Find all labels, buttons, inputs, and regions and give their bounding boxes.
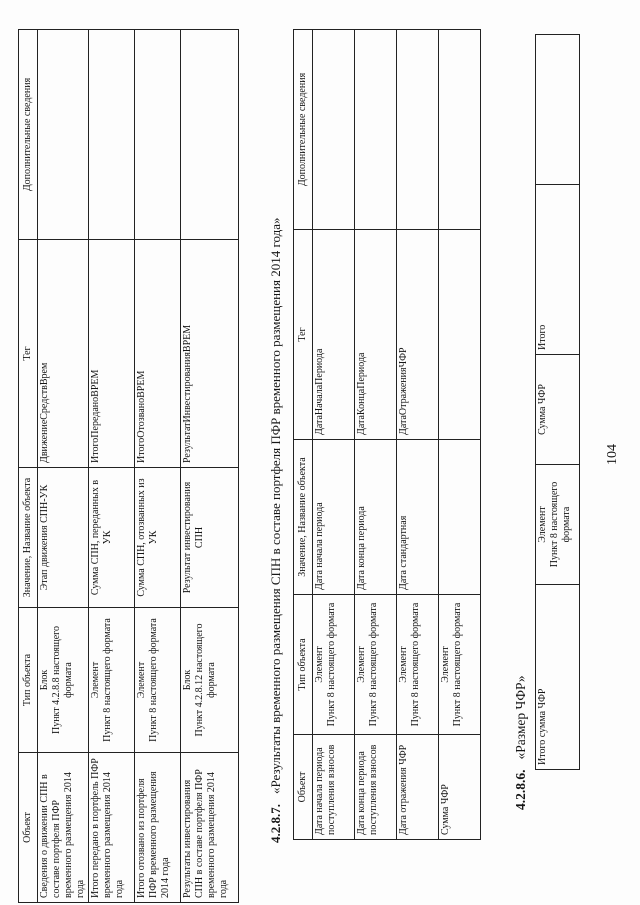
cell-tag: РезультатИнвестированияВРЕМ	[181, 240, 239, 468]
cell-extra	[38, 30, 89, 240]
section-7-heading	[268, 217, 284, 843]
cell-object: Результаты инвестирования СПН в составе портфеля ПФР временного размещения 2014 года	[181, 753, 239, 903]
table-row	[397, 30, 439, 840]
header-value: Значение, Название объекта	[19, 468, 38, 608]
table-row	[181, 30, 239, 903]
top-cell-tag: Итого	[536, 185, 580, 355]
header-object: Объект	[19, 753, 38, 903]
top-cell-object: Итого сумма ЧФР	[536, 585, 580, 770]
header-extra: Дополнительные сведения	[19, 30, 38, 240]
header-value: Значение, Название объекта	[294, 440, 313, 595]
cell-value: Этап движения СПН-УК	[38, 468, 89, 608]
header-type: Тип объекта	[294, 595, 313, 735]
table-row	[313, 30, 355, 840]
cell-tag	[439, 230, 481, 440]
cell-extra	[355, 30, 397, 230]
cell-type: Элемент Пункт 8 настоящего формата	[313, 595, 355, 735]
cell-extra	[439, 30, 481, 230]
cell-extra	[89, 30, 135, 240]
cell-value: Дата конца периода	[355, 440, 397, 595]
cell-tag: ИтогоОтозваноВРЕМ	[135, 240, 181, 468]
cell-object: Итого отозвано из портфеля ПФР временного размещения 2014 года	[135, 753, 181, 903]
cell-value: Дата стандартная	[397, 440, 439, 595]
section-7-title: «Результаты временного размещения СПН в составе портфеля ПФР временного размещения 2014 года»	[268, 217, 283, 794]
table-row	[536, 35, 580, 770]
cell-type: Элемент Пункт 8 настоящего формата	[89, 608, 135, 753]
cell-object: Дата начала периода поступления взносов	[313, 735, 355, 840]
table-header-row	[19, 30, 38, 903]
header-tag: Тег	[294, 230, 313, 440]
cell-type: Блок Пункт 4.2.8.8 настоящего формата	[38, 608, 89, 753]
cell-value: Дата начала периода	[313, 440, 355, 595]
section-7-number: 4.2.8.7.	[268, 804, 283, 843]
table-row	[38, 30, 89, 903]
section-6-number: 4.2.8.6.	[513, 769, 528, 810]
page-number: 104	[605, 444, 620, 465]
table-row	[89, 30, 135, 903]
table-row	[135, 30, 181, 903]
cell-type: Элемент Пункт 8 настоящего формата	[355, 595, 397, 735]
cell-extra	[181, 30, 239, 240]
cell-object: Сумма ЧФР	[439, 735, 481, 840]
cell-object: Дата конца периода поступления взносов	[355, 735, 397, 840]
cell-extra	[135, 30, 181, 240]
top-cell-value: Сумма ЧФР	[536, 355, 580, 465]
top-cell-extra	[536, 35, 580, 185]
cell-object: Дата отражения ЧФР	[397, 735, 439, 840]
cell-value: Результат инвестирования СПН	[181, 468, 239, 608]
cell-value: Сумма СПН, отозванных из УК	[135, 468, 181, 608]
cell-type: Элемент Пункт 8 настоящего формата	[397, 595, 439, 735]
cell-extra	[313, 30, 355, 230]
cell-value	[439, 440, 481, 595]
top-cell-type	[536, 465, 580, 585]
cell-tag: ИтогоПереданоВРЕМ	[89, 240, 135, 468]
top-table	[535, 34, 580, 770]
header-tag: Тег	[19, 240, 38, 468]
cell-tag: ДатаКонцаПериода	[355, 230, 397, 440]
cell-value: Сумма СПН, переданных в УК	[89, 468, 135, 608]
top-type-line: Элемент Пункт 8 настоящего формата	[537, 481, 572, 568]
cell-type: Элемент Пункт 8 настоящего формата	[439, 595, 481, 735]
cell-type: Элемент Пункт 8 настоящего формата	[135, 608, 181, 753]
spn-results-table	[18, 29, 239, 903]
header-extra: Дополнительные сведения	[294, 30, 313, 230]
cell-object: Сведения о движении СПН в составе портфеля ПФР временного размещения 2014 года	[38, 753, 89, 903]
cell-object: Итого передано в портфель ПФР временного размещения 2014 года	[89, 753, 135, 903]
table-row	[355, 30, 397, 840]
table-row	[439, 30, 481, 840]
cell-tag: ДатаНачалаПериода	[313, 230, 355, 440]
cell-tag: ДатаОтраженияЧФР	[397, 230, 439, 440]
section-6-heading	[513, 675, 529, 810]
header-type: Тип объекта	[19, 608, 38, 753]
header-object: Объект	[294, 735, 313, 840]
cell-type: Блок Пункт 4.2.8.12 настоящего формата	[181, 608, 239, 753]
table-header-row	[294, 30, 313, 840]
cell-extra	[397, 30, 439, 230]
size-chfr-table	[293, 29, 481, 840]
cell-tag: ДвижениеСредствВрем	[38, 240, 89, 468]
section-6-title: «Размер ЧФР»	[513, 675, 528, 760]
